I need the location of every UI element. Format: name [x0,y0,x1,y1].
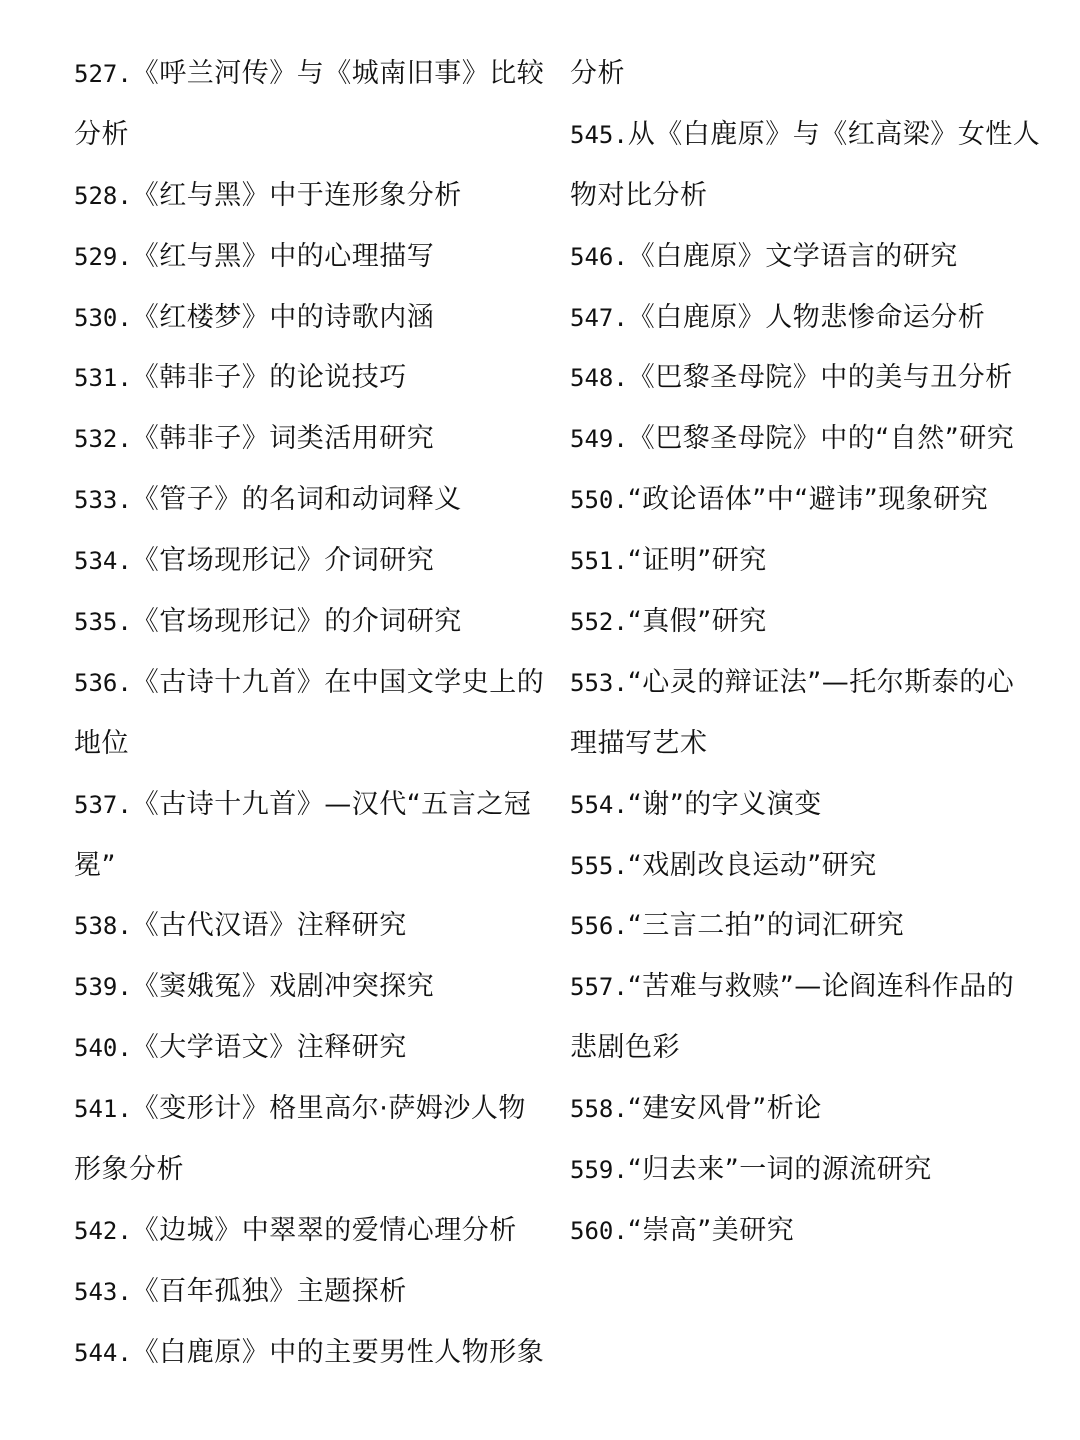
topic-item-continuation [570,1018,1040,1079]
topic-title: “政论语体”中“避讳”现象研究 [627,484,989,516]
topic-number: 540. [74,1034,132,1063]
topic-item [74,957,544,1018]
topic-item [74,44,544,105]
topic-title: 《白鹿原》中的主要男性人物形象 [131,1336,545,1368]
topic-item [570,1140,1040,1201]
topic-title: “戏剧改良运动”研究 [627,849,877,881]
topic-title: “谢”的字义演变 [627,788,822,820]
topic-item-continuation [570,166,1040,227]
topic-title: “真假”研究 [627,606,767,638]
topic-item [570,653,1040,714]
topic-number: 541. [74,1095,132,1124]
topic-title: 分析 [74,118,129,150]
topic-item [74,1201,544,1262]
topic-number: 546. [570,242,628,271]
topic-item [74,166,544,227]
topic-number: 556. [570,912,628,941]
topic-title: 《管子》的名词和动词释义 [131,484,462,516]
topic-number: 550. [570,486,628,515]
topic-number: 530. [74,303,132,332]
topic-title: 《官场现形记》介词研究 [131,545,435,577]
topic-item-continuation [74,714,544,775]
topic-title: 《窦娥冤》戏剧冲突探究 [131,971,435,1003]
topic-number: 529. [74,242,132,271]
topic-number: 555. [570,851,628,880]
topic-title: 《红楼梦》中的诗歌内涵 [131,301,435,333]
topic-number: 549. [570,425,628,454]
topic-item-continuation [570,714,1040,775]
topic-item [570,531,1040,592]
topic-title: 《官场现形记》的介词研究 [131,606,462,638]
topic-title: 《边城》中翠翠的爱情心理分析 [131,1214,517,1246]
topic-number: 538. [74,912,132,941]
topic-item-continuation [74,105,544,166]
topic-item [570,1079,1040,1140]
topic-item [74,470,544,531]
topic-title: 悲剧色彩 [570,1032,680,1064]
topic-title: 分析 [570,58,625,89]
topic-title: 形象分析 [74,1154,184,1186]
topic-number: 548. [570,364,628,393]
topic-title: 《古代汉语》注释研究 [131,910,407,942]
topic-number: 553. [570,668,628,697]
topic-number: 554. [570,790,628,819]
topic-title: 理描写艺术 [570,727,708,759]
topic-title: 《古诗十九首》在中国文学史上的 [131,666,545,698]
topic-number: 544. [74,1338,132,1367]
topic-number: 542. [74,1216,132,1245]
topic-title: 《白鹿原》文学语言的研究 [627,240,958,272]
topic-number: 543. [74,1277,132,1306]
topic-title: 《巴黎圣母院》中的“自然”研究 [627,423,1015,455]
topic-item [570,288,1040,349]
topic-title: 《呼兰河传》与《城南旧事》比较 [131,58,545,89]
topic-item [74,531,544,592]
topic-title: 《巴黎圣母院》中的美与丑分析 [627,362,1013,394]
topic-title: “三言二拍”的词汇研究 [627,910,905,942]
topic-number: 534. [74,547,132,576]
topic-title: 物对比分析 [570,179,708,211]
topic-item [74,1079,544,1140]
right-column [570,44,1040,1262]
left-column [74,44,544,1384]
topic-title: 《韩非子》词类活用研究 [131,423,435,455]
topic-item [74,227,544,288]
topic-item [74,288,544,349]
topic-item [570,592,1040,653]
topic-item-continuation [74,836,544,897]
topic-item [570,409,1040,470]
topic-number: 552. [570,608,628,637]
topic-item [570,957,1040,1018]
topic-item-continuation [74,1140,544,1201]
topic-title: 从《白鹿原》与《红高梁》女性人 [627,118,1041,150]
topic-item [74,592,544,653]
topic-number: 527. [74,60,132,88]
topic-number: 545. [570,120,628,149]
topic-title: “心灵的辩证法”—托尔斯泰的心 [627,666,1015,698]
topic-item-continuation [570,44,1040,105]
topic-number: 539. [74,973,132,1002]
topic-item [74,653,544,714]
topic-title: “归去来”一词的源流研究 [627,1154,932,1186]
topic-item [570,348,1040,409]
topic-number: 558. [570,1095,628,1124]
topic-number: 559. [570,1156,628,1185]
topic-item [570,227,1040,288]
topic-title: 《红与黑》中于连形象分析 [131,179,462,211]
topic-item [74,896,544,957]
topic-number: 537. [74,790,132,819]
topic-number: 528. [74,181,132,210]
topic-number: 531. [74,364,132,393]
topic-item [74,409,544,470]
topic-item [570,105,1040,166]
topic-item [74,348,544,409]
topic-title: 《韩非子》的论说技巧 [131,362,407,394]
topic-title: “崇高”美研究 [627,1214,795,1246]
topic-title: 《大学语文》注释研究 [131,1032,407,1064]
topic-item [74,1018,544,1079]
topic-number: 560. [570,1216,628,1245]
topic-title: “苦难与救赎”—论阎连科作品的 [627,971,1015,1003]
topic-title: 《红与黑》中的心理描写 [131,240,435,272]
topic-item [570,470,1040,531]
topic-item [570,896,1040,957]
topic-number: 532. [74,425,132,454]
topic-title: 《百年孤独》主题探析 [131,1275,407,1307]
topic-item [570,1201,1040,1262]
topic-title: 冕” [74,849,116,881]
topic-item [74,1262,544,1323]
topic-title: “建安风骨”析论 [627,1093,822,1125]
topic-number: 557. [570,973,628,1002]
topic-number: 533. [74,486,132,515]
topic-title: “证明”研究 [627,545,767,577]
topic-title: 《白鹿原》人物悲惨命运分析 [627,301,986,333]
topic-number: 536. [74,668,132,697]
topic-item [570,836,1040,897]
topic-number: 551. [570,547,628,576]
topic-item [570,775,1040,836]
topic-title: 《变形计》格里高尔·萨姆沙人物 [131,1093,526,1125]
topic-item [74,1323,544,1384]
topic-number: 547. [570,303,628,332]
topic-number: 535. [74,608,132,637]
topic-title: 《古诗十九首》—汉代“五言之冠 [131,788,532,820]
topic-title: 地位 [74,727,129,759]
topic-item [74,775,544,836]
